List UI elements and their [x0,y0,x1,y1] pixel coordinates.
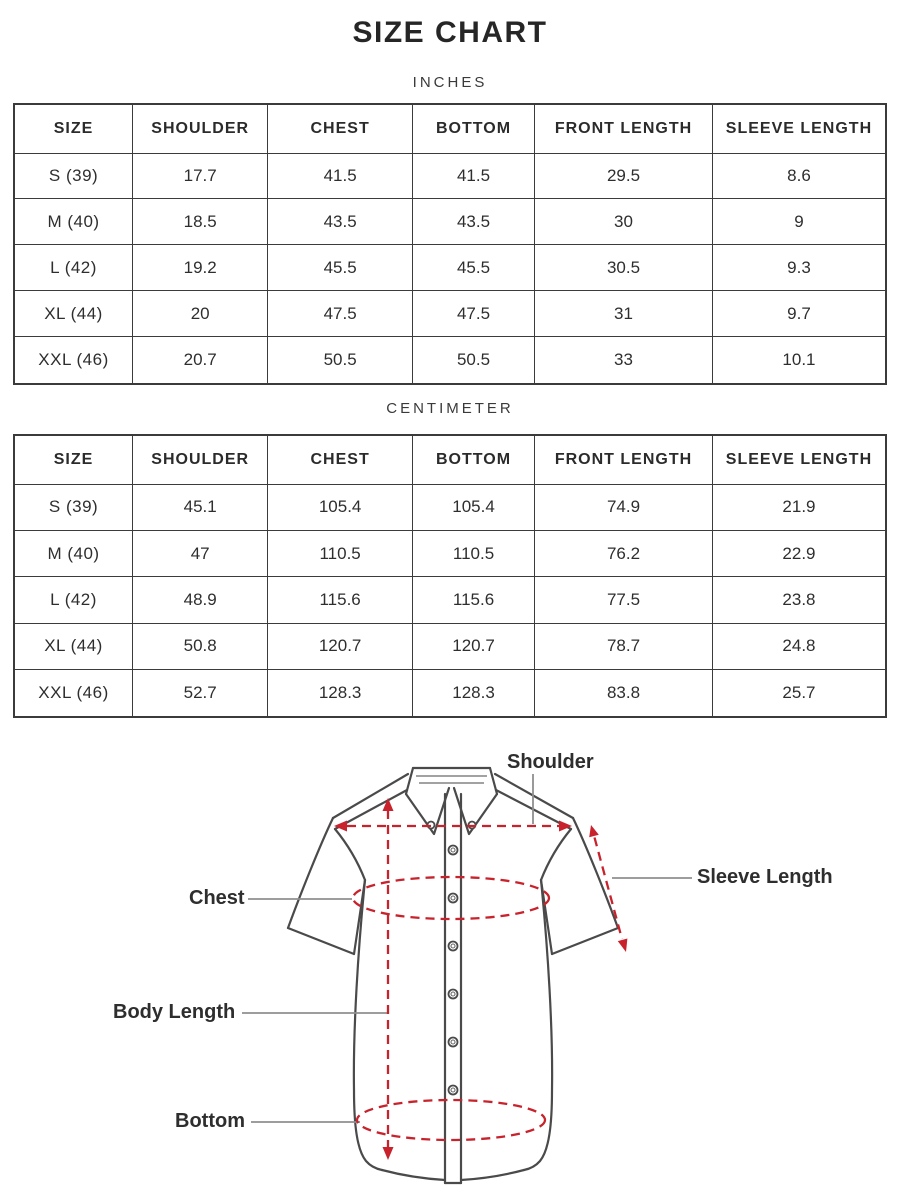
chest-label: Chest [189,887,245,909]
size-row-xxl-46 [14,670,886,718]
measurement-cell: 110.5 [268,530,413,576]
measurement-cell: 10.1 [712,337,886,384]
inches-section-label: INCHES [412,74,488,91]
size-cell: XL (44) [14,291,133,337]
measurement-cell: 128.3 [412,670,534,718]
measurement-cell: 47 [133,530,268,576]
measurement-cell: 29.5 [535,153,713,199]
size-cell: S (39) [14,153,133,199]
column-header-chest: CHEST [268,104,413,153]
measurement-cell: 33 [535,337,713,384]
measurement-cell: 120.7 [412,623,534,669]
centimeter-section-label: CENTIMETER [386,400,514,417]
measurement-cell: 41.5 [412,153,534,199]
size-row-xxl-46 [14,337,886,384]
size-cell: L (42) [14,577,133,623]
size-cell: XXL (46) [14,670,133,718]
measurement-cell: 41.5 [268,153,413,199]
column-header-shoulder: SHOULDER [133,104,268,153]
measurement-cell: 9 [712,199,886,245]
size-cell: L (42) [14,245,133,291]
shirt-buttons [428,822,476,1095]
measurement-cell: 9.3 [712,245,886,291]
measurement-cell: 8.6 [712,153,886,199]
column-header-shoulder: SHOULDER [133,435,268,484]
column-header-front-length: FRONT LENGTH [535,435,713,484]
measurement-cell: 120.7 [268,623,413,669]
column-header-size: SIZE [14,104,133,153]
size-cell: XL (44) [14,623,133,669]
measurement-cell: 74.9 [535,484,713,530]
measurement-cell: 47.5 [268,291,413,337]
measurement-cell: 21.9 [712,484,886,530]
measurement-cell: 115.6 [268,577,413,623]
column-header-sleeve-length: SLEEVE LENGTH [712,104,886,153]
measurement-cell: 30.5 [535,245,713,291]
size-cell: XXL (46) [14,337,133,384]
size-cell: M (40) [14,199,133,245]
body-length-label: Body Length [113,1001,236,1023]
measurement-cell: 50.8 [133,623,268,669]
measurement-cell: 25.7 [712,670,886,718]
measurement-cell: 110.5 [412,530,534,576]
bottom-measure-ellipse [357,1100,545,1140]
page-title: SIZE CHART [352,16,548,49]
size-table-centimeter [13,434,887,718]
measurement-cell: 105.4 [412,484,534,530]
measurement-cell: 105.4 [268,484,413,530]
measurement-cell: 24.8 [712,623,886,669]
measurement-cell: 30 [535,199,713,245]
measurement-cell: 50.5 [268,337,413,384]
measurement-marks [334,798,627,1160]
measurement-cell: 9.7 [712,291,886,337]
column-header-front-length: FRONT LENGTH [535,104,713,153]
sleeve-length-label: Sleeve Length [697,866,833,888]
measurement-cell: 17.7 [133,153,268,199]
measurement-cell: 52.7 [133,670,268,718]
header-row [14,435,886,484]
size-row-l-42 [14,577,886,623]
measurement-cell: 43.5 [412,199,534,245]
measurement-cell: 115.6 [412,577,534,623]
measurement-cell: 78.7 [535,623,713,669]
measurement-cell: 45.5 [412,245,534,291]
measurement-cell: 45.5 [268,245,413,291]
measurement-cell: 18.5 [133,199,268,245]
measurement-cell: 19.2 [133,245,268,291]
size-cell: M (40) [14,530,133,576]
size-row-xl-44 [14,291,886,337]
measurement-cell: 50.5 [412,337,534,384]
size-cell: S (39) [14,484,133,530]
column-header-bottom: BOTTOM [412,435,534,484]
measurement-cell: 22.9 [712,530,886,576]
measurement-cell: 48.9 [133,577,268,623]
column-header-bottom: BOTTOM [412,104,534,153]
column-header-size: SIZE [14,435,133,484]
sleeve-length-measure-line [595,838,623,940]
measurement-cell: 20.7 [133,337,268,384]
measurement-cell: 23.8 [712,577,886,623]
size-row-s-39 [14,153,886,199]
shirt-measurement-diagram [0,730,900,1200]
column-header-sleeve-length: SLEEVE LENGTH [712,435,886,484]
header-row [14,104,886,153]
measurement-cell: 83.8 [535,670,713,718]
size-row-m-40 [14,530,886,576]
measurement-cell: 43.5 [268,199,413,245]
measurement-cell: 20 [133,291,268,337]
shoulder-label: Shoulder [507,751,594,773]
column-header-chest: CHEST [268,435,413,484]
size-row-s-39 [14,484,886,530]
measurement-cell: 31 [535,291,713,337]
measurement-cell: 76.2 [535,530,713,576]
shirt-outline [288,768,618,1183]
measurement-cell: 77.5 [535,577,713,623]
measurement-cell: 47.5 [412,291,534,337]
size-row-xl-44 [14,623,886,669]
size-row-m-40 [14,199,886,245]
measurement-cell: 128.3 [268,670,413,718]
bottom-label: Bottom [175,1110,245,1132]
size-table-inches [13,103,887,385]
measurement-cell: 45.1 [133,484,268,530]
size-row-l-42 [14,245,886,291]
